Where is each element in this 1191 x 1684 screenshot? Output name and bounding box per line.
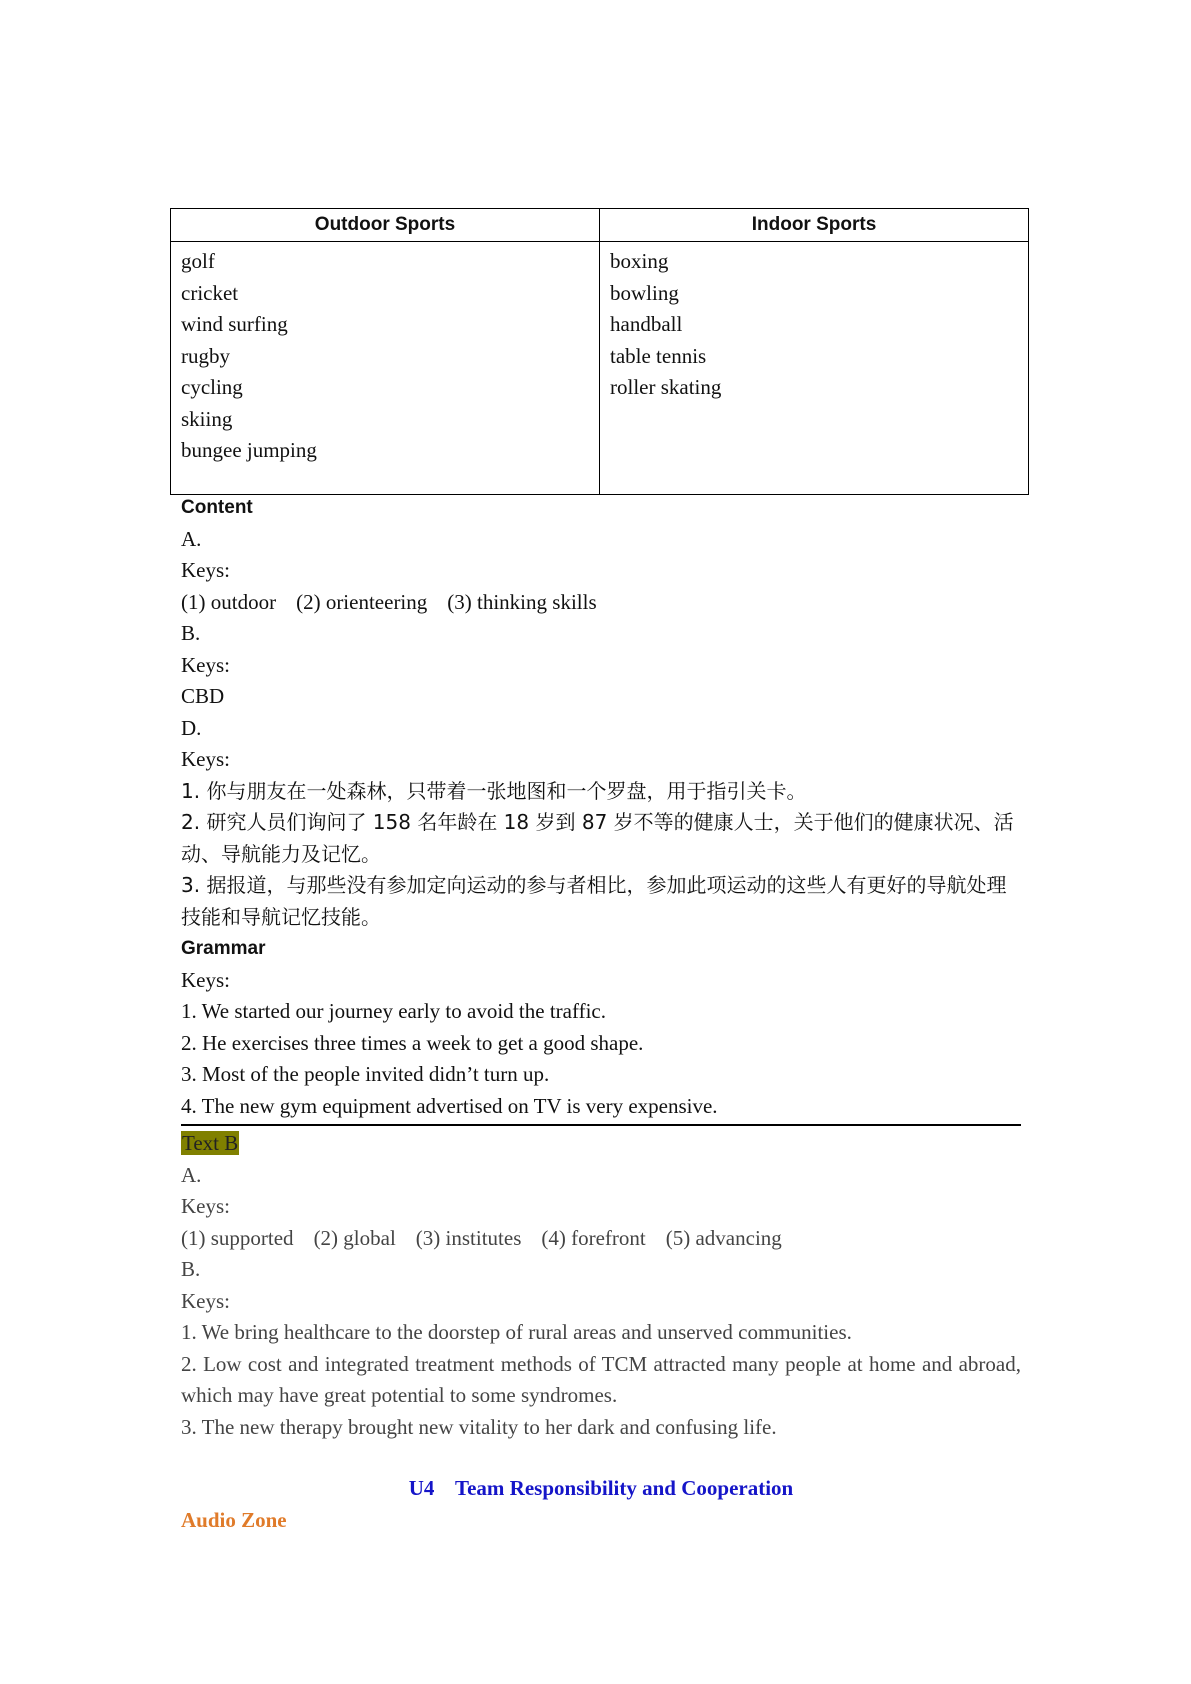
content-b-keys-label: Keys: — [181, 652, 230, 677]
content-heading: Content — [181, 497, 253, 518]
content-d-label: D. — [181, 715, 202, 740]
unit-title: U4 Team Responsibility and Cooperation — [408, 1476, 794, 1500]
grammar-item: 3. Most of the people invited didn’t turn up. — [181, 1062, 550, 1086]
list-item: boxing — [610, 249, 669, 273]
content-d-keys-label: Keys: — [181, 747, 230, 771]
text-b-b-label: B. — [181, 1257, 201, 1281]
translation-item: 2. Low cost and integrated treatment methods of TCM attracted many people at home and abroad, which may have great potential to some syndromes. — [181, 1351, 1021, 1407]
list-item: wind surfing — [181, 312, 288, 336]
text-b-heading-line — [181, 1128, 1021, 1160]
list-item: roller skating — [610, 375, 722, 399]
list-item: table tennis — [610, 343, 707, 368]
content-a-label: A. — [181, 526, 202, 551]
sports-table — [170, 208, 1029, 495]
translation-item: 1. 你与朋友在一处森林，只带着一张地图和一个罗盘，用于指引关卡。 — [181, 778, 807, 803]
audio-zone-heading: Audio Zone — [181, 1507, 287, 1532]
header-indoor-sports: Indoor Sports — [600, 209, 1029, 242]
key-item: (2) global — [313, 1225, 396, 1250]
text-b-a-label: A. — [181, 1162, 202, 1187]
content-a-keys-label: Keys: — [181, 558, 230, 582]
list-item: handball — [610, 312, 683, 336]
key-item: (2) orienteering — [296, 589, 428, 614]
grammar-item: 4. The new gym equipment advertised on TV is very expensive. — [181, 1093, 718, 1118]
section-divider — [181, 1124, 1021, 1126]
indoor-sports-cell — [600, 242, 1029, 495]
list-item: bungee jumping — [181, 438, 317, 462]
list-item: skiing — [181, 406, 233, 431]
text-b-heading: Text B — [182, 1131, 239, 1155]
body-text — [181, 492, 1021, 1536]
list-item: bowling — [610, 280, 679, 305]
list-item: golf — [181, 249, 215, 273]
translation-item: 3. The new therapy brought new vitality to her dark and confusing life. — [181, 1414, 777, 1439]
grammar-heading: Grammar — [181, 938, 266, 959]
key-item: (1) supported — [181, 1225, 294, 1250]
key-item: (4) forefront — [541, 1225, 646, 1250]
text-b-a-keys — [181, 1223, 1021, 1255]
translation-item: 1. We bring healthcare to the doorstep of rural areas and unserved communities. — [181, 1320, 852, 1344]
grammar-item: 2. He exercises three times a week to get a good shape. — [181, 1030, 644, 1055]
key-item: (3) institutes — [415, 1225, 522, 1250]
header-outdoor-sports: Outdoor Sports — [171, 209, 600, 242]
list-item: cricket — [181, 280, 239, 305]
key-item: (5) advancing — [665, 1225, 782, 1250]
content-a-keys — [181, 587, 1021, 619]
content-b-label: B. — [181, 621, 201, 645]
grammar-item: 1. We started our journey early to avoid the traffic. — [181, 999, 606, 1023]
key-item: (1) outdoor — [181, 589, 277, 614]
list-item: cycling — [181, 375, 243, 399]
translation-item: 3. 据报道，与那些没有参加定向运动的参与者相比，参加此项运动的这些人有更好的导航处理技能和导航记忆技能。 — [181, 873, 1007, 929]
table-header-row — [171, 209, 1029, 242]
text-b-a-keys-label: Keys: — [181, 1194, 230, 1218]
list-item: rugby — [181, 343, 230, 368]
content-b-answer: CBD — [181, 684, 225, 708]
text-b-b-keys-label: Keys: — [181, 1288, 230, 1313]
translation-item: 2. 研究人员们询问了 158 名年龄在 18 岁到 87 岁不等的健康人士，关于他们的健康状况、活动、导航能力及记忆。 — [181, 810, 1014, 866]
outdoor-sports-cell — [171, 242, 600, 495]
table-row — [171, 242, 1029, 495]
grammar-keys-label: Keys: — [181, 967, 230, 992]
key-item: (3) thinking skills — [447, 589, 597, 614]
